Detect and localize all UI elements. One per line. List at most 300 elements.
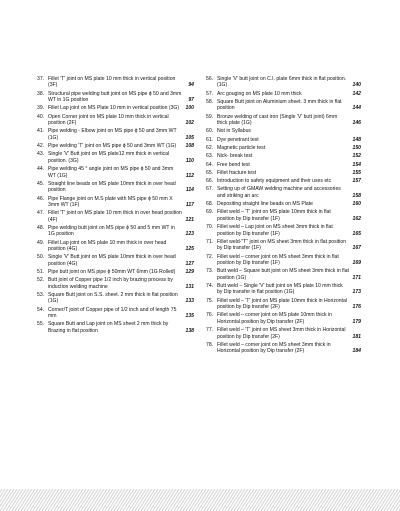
toc-entry-number: 46.	[37, 195, 45, 202]
toc-entry-body	[217, 162, 361, 168]
footer-stripe	[369, 489, 383, 511]
toc-entry-number: 78.	[206, 341, 214, 348]
toc-entry[interactable]	[206, 162, 361, 168]
toc-entry-number: 49.	[37, 239, 45, 246]
toc-entry-number: 74.	[206, 283, 214, 289]
toc-entry-body	[217, 145, 361, 151]
toc-entry-page-number: 167	[352, 245, 361, 252]
footer-stripe	[300, 489, 314, 511]
toc-entry-body	[217, 76, 361, 89]
toc-entry-number: 77.	[206, 327, 214, 334]
footer-stripe	[51, 489, 65, 511]
toc-entry-page-number: 100	[185, 105, 194, 112]
toc-entry-body	[217, 178, 361, 184]
toc-entry-page-number: 133	[185, 298, 194, 305]
footer-stripe	[63, 489, 77, 511]
footer-stripe	[240, 489, 254, 511]
toc-entry-number: 47.	[37, 210, 45, 217]
footer-stripe	[288, 489, 302, 511]
toc-entry[interactable]	[206, 145, 361, 151]
footer-stripe	[381, 489, 395, 511]
toc-entry-body	[217, 91, 361, 97]
footer-stripe	[165, 489, 179, 511]
toc-entry-number: 40.	[37, 113, 45, 120]
toc-entry-page-number: 123	[185, 231, 194, 238]
toc-entry-title: Fillet 'T' joint on MS plate 10 mm thick in vertical position (3F)	[48, 76, 176, 89]
toc-entry-page-number: 125	[185, 246, 194, 253]
toc-entry-title: Fillet weld – 'T' joint on MS sheet 3mm thick in Horizontal position by Dip transfer (2F)	[217, 327, 346, 340]
toc-entry[interactable]	[37, 210, 194, 223]
footer-stripe	[366, 489, 380, 511]
toc-entry-body	[48, 321, 194, 334]
footer-stripe	[96, 489, 110, 511]
toc-entry[interactable]	[37, 76, 194, 89]
toc-entry-number: 39.	[37, 105, 45, 112]
footer-stripe	[36, 489, 50, 511]
footer-stripe	[363, 489, 377, 511]
footer-stripe	[72, 489, 86, 511]
toc-entry-page-number: 129	[185, 269, 194, 276]
footer-stripe	[231, 489, 245, 511]
footer-stripe	[219, 489, 233, 511]
toc-entry[interactable]	[37, 143, 194, 149]
toc-entry[interactable]	[206, 239, 361, 252]
toc-entry-title: Bronze welding of cast iron (Single 'V' butt joint) 6mm thick plate (1G)	[217, 113, 338, 127]
toc-entry-body	[217, 298, 361, 311]
toc-entry-page-number: 112	[185, 172, 194, 179]
toc-entry-title: Fillet weld – corner joint on MS sheet 3mm thick in flat position by Dip transfer (1F)	[217, 253, 339, 266]
toc-entry-number: 54.	[37, 306, 45, 313]
footer-stripe	[30, 489, 44, 511]
toc-entry[interactable]	[206, 170, 361, 176]
footer-stripe	[216, 489, 230, 511]
footer-stripe	[258, 489, 272, 511]
toc-entry-title: Pipe butt joint on MS pipe ϕ 50mm WT 6mm (1G Rolled)	[48, 269, 176, 276]
footer-stripe	[246, 489, 260, 511]
footer-stripe	[372, 489, 386, 511]
footer-stripe	[321, 489, 335, 511]
toc-entry-page-number: 162	[352, 215, 361, 222]
toc-entry[interactable]	[206, 327, 361, 340]
toc-entry-page-number: 165	[352, 230, 361, 237]
footer-stripe	[27, 489, 41, 511]
toc-entry[interactable]	[37, 181, 194, 194]
toc-entry[interactable]	[37, 114, 194, 127]
footer-stripe	[99, 489, 113, 511]
toc-entry-page-number: 140	[352, 82, 361, 89]
footer-stripe	[111, 489, 125, 511]
toc-entry-body	[48, 91, 194, 104]
toc-entry-body	[217, 137, 361, 143]
footer-stripe	[342, 489, 356, 511]
toc-entry-number: 64.	[206, 161, 214, 168]
footer-stripe	[174, 489, 188, 511]
toc-entry-number: 38.	[37, 90, 45, 97]
toc-entry-title: Nick- break test	[217, 153, 253, 160]
toc-entry-body	[217, 268, 361, 281]
footer-stripe	[249, 489, 263, 511]
contents-left-column	[37, 76, 194, 336]
footer-stripe	[105, 489, 119, 511]
toc-entry-number: 75.	[206, 297, 214, 304]
toc-entry-number: 51.	[37, 269, 45, 276]
footer-stripe	[336, 489, 350, 511]
toc-entry-page-number: 94	[188, 82, 194, 89]
toc-entry-page-number: 131	[185, 283, 194, 290]
toc-entry-title: Setting up of GMAW welding machine and accessories and striking an arc	[217, 186, 341, 199]
footer-stripe	[294, 489, 308, 511]
toc-entry-page-number: 155	[352, 169, 361, 176]
toc-entry-body	[48, 143, 194, 149]
footer-stripe	[276, 489, 290, 511]
toc-entry-title: Butt weld – Square butt joint on MS sheet 3mm thick in flat position (1G)	[217, 268, 349, 281]
toc-entry-number: 50.	[37, 254, 45, 261]
toc-entry-number: 44.	[37, 166, 45, 173]
toc-entry-page-number: 154	[352, 161, 361, 168]
toc-entry-number: 72.	[206, 253, 214, 260]
footer-stripe	[141, 489, 155, 511]
toc-entry-title: Dye penetrant test	[217, 136, 259, 143]
footer-stripe	[33, 489, 47, 511]
toc-entry-page-number: 127	[185, 260, 194, 267]
footer-stripe	[354, 489, 368, 511]
toc-entry-body	[48, 196, 194, 209]
footer-stripe	[324, 489, 338, 511]
toc-entry[interactable]	[37, 105, 194, 111]
toc-entry-title: Square Butt joint on Aluminium sheet. 3 mm thick in flat position	[217, 99, 342, 112]
toc-entry-page-number: 158	[352, 192, 361, 199]
toc-entry-body	[217, 128, 361, 134]
footer-stripe	[9, 489, 23, 511]
footer-stripe	[186, 489, 200, 511]
footer-stripe	[360, 489, 374, 511]
toc-entry-number: 56.	[206, 76, 214, 82]
footer-stripe	[267, 489, 281, 511]
toc-entry[interactable]	[37, 225, 194, 238]
footer-stripe	[66, 489, 80, 511]
toc-entry-title: Magnetic particle test	[217, 145, 266, 151]
toc-entry-body	[217, 99, 361, 112]
toc-entry-body	[217, 201, 361, 207]
footer-stripe	[180, 489, 194, 511]
toc-entry[interactable]	[206, 224, 361, 237]
footer-stripe	[228, 489, 242, 511]
toc-entry-title: Butt weld – Single 'V' butt joint on MS plate 10 mm thick by Dip transfer in flat position (1G)	[217, 283, 343, 296]
footer-stripe	[153, 489, 167, 511]
footer-stripe	[282, 489, 296, 511]
footer-stripe	[84, 489, 98, 511]
toc-entry[interactable]	[206, 153, 361, 159]
toc-entry[interactable]	[37, 128, 194, 141]
toc-entry-title: Pipe welding butt joint on MS pipe ϕ 50 and 5 mm WT in 1G position	[48, 224, 175, 238]
footer-stripe	[237, 489, 251, 511]
contents-right-column	[206, 76, 361, 357]
footer-stripe	[312, 489, 326, 511]
footer-stripe	[243, 489, 257, 511]
toc-entry-page-number: 160	[352, 201, 361, 208]
footer-stripe	[114, 489, 128, 511]
toc-entry-page-number: 138	[185, 327, 194, 334]
footer-stripe	[54, 489, 68, 511]
toc-entry-body	[217, 327, 361, 340]
toc-entry-number: 65.	[206, 169, 214, 176]
toc-entry-number: 76.	[206, 312, 214, 319]
toc-entry-title: Single 'V' butt joint on C.I. plate 6mm thick in flat position. (1G)	[217, 76, 347, 89]
toc-entry[interactable]	[206, 209, 361, 222]
toc-entry-title: Fillet weld – 'T' joint on MS plate 10mm thick in flat position by Dip transfer (1F)	[217, 209, 331, 222]
toc-entry-page-number: 117	[185, 201, 194, 208]
footer-stripe	[57, 489, 71, 511]
footer-stripe	[42, 489, 56, 511]
toc-entry[interactable]	[37, 277, 194, 290]
footer-stripe	[279, 489, 293, 511]
toc-entry-title: Fillet fracture test	[217, 169, 257, 176]
toc-entry-title: Fillet weld – corner joint on MS plate 10mm thick in Horizontal position by Dip transfer (2F)	[217, 312, 332, 325]
footer-stripe	[291, 489, 305, 511]
footer-stripe	[339, 489, 353, 511]
toc-entry[interactable]	[206, 254, 361, 267]
toc-entry-page-number: 97	[188, 97, 194, 104]
toc-entry-title: Square Butt and Lap joint on MS sheet 2 mm thick by Brazing in flat position	[48, 321, 169, 334]
toc-entry-number: 52.	[37, 277, 45, 284]
footer-stripe	[93, 489, 107, 511]
toc-entry-page-number: 169	[352, 260, 361, 266]
toc-entry-title: Single 'V' Butt joint on MS plate 10mm thick in over head position (4G)	[48, 254, 176, 267]
footer-stripe	[156, 489, 170, 511]
toc-entry-body	[48, 292, 194, 305]
toc-entry-body	[217, 170, 361, 176]
toc-entry[interactable]	[37, 269, 194, 275]
toc-entry-title: Fillet Lap joint on MS Plate 10 mm in vertical position (3G)	[48, 105, 180, 112]
toc-entry-number: 43.	[37, 151, 45, 158]
toc-entry-page-number: 105	[185, 134, 194, 141]
toc-entry[interactable]	[206, 283, 361, 296]
toc-entry[interactable]	[206, 137, 361, 143]
footer-stripe	[222, 489, 236, 511]
toc-entry-page-number: 110	[185, 157, 194, 164]
toc-entry-page-number: 173	[352, 289, 361, 296]
footer-stripe	[129, 489, 143, 511]
toc-entry[interactable]	[37, 292, 194, 305]
footer-stripe	[309, 489, 323, 511]
footer-stripe	[201, 489, 215, 511]
footer-stripe	[330, 489, 344, 511]
toc-entry-page-number: 176	[352, 304, 361, 311]
footer-stripe	[357, 489, 371, 511]
toc-entry-body	[48, 254, 194, 267]
toc-entry-body	[48, 269, 194, 275]
footer-stripe	[132, 489, 146, 511]
toc-entry-body	[48, 114, 194, 127]
toc-entry-number: 73.	[206, 268, 214, 275]
toc-entry-body	[217, 114, 361, 127]
footer-stripe	[15, 489, 29, 511]
toc-entry-body	[217, 342, 361, 355]
footer-stripe	[315, 489, 329, 511]
toc-entry-title: Depositing straight line beads on MS Plate	[217, 201, 313, 208]
toc-entry-number: 61.	[206, 136, 214, 143]
footer-stripe	[120, 489, 134, 511]
toc-entry-title: Arc gouging on MS plate 10 mm thick	[217, 90, 302, 97]
toc-entry-body	[48, 277, 194, 290]
toc-entry[interactable]	[37, 254, 194, 267]
toc-entry-number: 67.	[206, 186, 214, 193]
toc-entry-page-number: 150	[352, 145, 361, 151]
footer-stripe	[162, 489, 176, 511]
toc-entry-number: 45.	[37, 180, 45, 187]
toc-entry-title: Butt joint of Copper pipe 1/2 inch by brazing process by induction welding machine	[48, 277, 173, 290]
toc-entry-body	[48, 76, 194, 89]
footer-stripe	[18, 489, 32, 511]
toc-entry[interactable]	[206, 342, 361, 355]
footer-stripe	[78, 489, 92, 511]
toc-entry-body	[48, 210, 194, 223]
toc-entry-number: 63.	[206, 153, 214, 160]
toc-entry-number: 55.	[37, 321, 45, 328]
footer-stripe	[150, 489, 164, 511]
footer-stripe	[108, 489, 122, 511]
footer-stripe	[189, 489, 203, 511]
footer-stripe	[318, 489, 332, 511]
toc-entry[interactable]	[37, 91, 194, 104]
toc-entry-title: Pipe welding - Elbow joint on MS pipe ϕ 50 and 3mm WT (1G)	[48, 128, 177, 141]
footer-stripe	[138, 489, 152, 511]
toc-entry[interactable]	[206, 91, 361, 97]
footer-stripe	[207, 489, 221, 511]
footer-stripe	[378, 489, 392, 511]
toc-entry-number: 57.	[206, 90, 214, 97]
toc-entry[interactable]	[37, 307, 194, 320]
footer-stripe	[234, 489, 248, 511]
toc-entry-number: 48.	[37, 224, 45, 231]
footer-stripe	[69, 489, 83, 511]
toc-entry[interactable]	[206, 178, 361, 184]
footer-stripe	[213, 489, 227, 511]
toc-entry[interactable]	[206, 186, 361, 199]
toc-entry-title: Structural pipe welding butt joint on MS pipe ϕ 50 and 3mm WT in 1G position	[48, 90, 182, 104]
footer-stripe	[75, 489, 89, 511]
footer-stripe	[12, 489, 26, 511]
toc-entry-page-number: 181	[352, 333, 361, 340]
footer-stripe	[264, 489, 278, 511]
toc-entry-title: Fillet Lap joint on MS plate 10 mm thick in over head position (4G)	[48, 239, 167, 253]
toc-entry-title: Square Butt joint on S.S. sheet. 2 mm thick in flat position (1G)	[48, 292, 178, 305]
footer-stripe	[177, 489, 191, 511]
footer-stripe	[303, 489, 317, 511]
footer-stripe	[135, 489, 149, 511]
toc-entry[interactable]	[206, 114, 361, 127]
footer-stripe	[60, 489, 74, 511]
toc-entry-page-number: 114	[185, 187, 194, 194]
toc-entry-title: Single 'V' Butt joint on MS plate12 mm thick in vertical position. (3G)	[48, 151, 170, 164]
toc-entry-title: Pipe welding 45 ° angle joint on MS pipe ϕ 50 and 3mm WT (1G)	[48, 166, 174, 179]
footer-stripe	[270, 489, 284, 511]
toc-entry-title: Fillet weld – corner joint on MS sheet 3mm thick in Horizontal position by Dip transfer (2F)	[217, 341, 331, 355]
toc-entry-number: 59.	[206, 113, 214, 120]
toc-entry-title: Not in Syllabus	[217, 128, 251, 135]
toc-entry-body	[217, 239, 361, 252]
footer-stripe	[204, 489, 218, 511]
toc-entry[interactable]	[37, 321, 194, 334]
toc-entry-page-number: 157	[352, 178, 361, 185]
footer-stripe	[261, 489, 275, 511]
footer-stripe	[297, 489, 311, 511]
footer-stripe	[159, 489, 173, 511]
footer-stripe	[45, 489, 59, 511]
toc-entry-title: Straight line beads on MS plate 10mm thick in over head position	[48, 180, 176, 194]
toc-entry-body	[217, 209, 361, 222]
toc-entry[interactable]	[206, 312, 361, 325]
footer-stripe	[192, 489, 206, 511]
footer-stripe	[81, 489, 95, 511]
toc-entry-number: 71.	[206, 238, 214, 245]
toc-entry-page-number: 121	[185, 216, 194, 223]
footer-stripe	[0, 489, 14, 511]
toc-entry[interactable]	[37, 166, 194, 179]
toc-entry[interactable]	[37, 196, 194, 209]
footer-stripe	[351, 489, 365, 511]
toc-entry[interactable]	[206, 268, 361, 281]
footer-stripe	[102, 489, 116, 511]
footer-stripe	[3, 489, 17, 511]
toc-entry[interactable]	[206, 201, 361, 207]
toc-entry[interactable]	[206, 99, 361, 112]
toc-entry-title: Pipe welding 'T' joint on MS pipe ϕ 50 and 3mm WT (1G)	[48, 143, 177, 150]
toc-entry-title: Open Corner joint on MS plate 10 mm thick in vertical position (2F)	[48, 113, 169, 127]
toc-entry[interactable]	[37, 151, 194, 164]
toc-entry[interactable]	[206, 128, 361, 134]
footer-stripe	[48, 489, 62, 511]
decorative-footer-stripes	[0, 489, 400, 511]
toc-entry-body	[217, 283, 361, 296]
footer-stripe	[147, 489, 161, 511]
footer-stripe	[273, 489, 287, 511]
toc-entry-number: 60.	[206, 128, 214, 135]
footer-stripe	[345, 489, 359, 511]
toc-entry[interactable]	[206, 76, 361, 89]
footer-stripe	[225, 489, 239, 511]
footer-stripe	[375, 489, 389, 511]
toc-entry-body	[48, 181, 194, 194]
toc-entry-body	[217, 186, 361, 199]
toc-entry-number: 42.	[37, 143, 45, 150]
footer-stripe	[333, 489, 347, 511]
footer-stripe	[90, 489, 104, 511]
toc-entry-body	[217, 153, 361, 159]
toc-entry-title: Corner/T joint of Copper pipe of 1/2 inch and of length 75 mm	[48, 306, 177, 320]
toc-entry[interactable]	[37, 240, 194, 253]
footer-stripe	[285, 489, 299, 511]
toc-entry-page-number: 102	[185, 120, 194, 127]
footer-stripe	[168, 489, 182, 511]
toc-entry-body	[48, 307, 194, 320]
toc-entry-title: Fillet weld-"T" joint on MS sheet 3mm thick in flat position by Dip transfer (1F)	[217, 238, 347, 252]
footer-stripe	[39, 489, 53, 511]
toc-entry-title: Free bend test	[217, 161, 250, 168]
toc-entry-page-number: 148	[352, 136, 361, 143]
toc-entry-page-number: 179	[352, 318, 361, 325]
toc-entry-body	[48, 240, 194, 253]
toc-entry-title: Fillet weld – 'T' joint on MS plate 10mm thick in Horizontal position by Dip transfer (2F)	[217, 297, 347, 311]
footer-stripe	[21, 489, 35, 511]
toc-entry[interactable]	[206, 298, 361, 311]
toc-entry-page-number: 184	[352, 348, 361, 355]
toc-entry-page-number: 135	[185, 313, 194, 320]
toc-entry-page-number: 171	[352, 274, 361, 281]
toc-entry-page-number: 142	[352, 90, 361, 97]
toc-entry-body	[48, 128, 194, 141]
toc-entry-number: 37.	[37, 76, 45, 82]
